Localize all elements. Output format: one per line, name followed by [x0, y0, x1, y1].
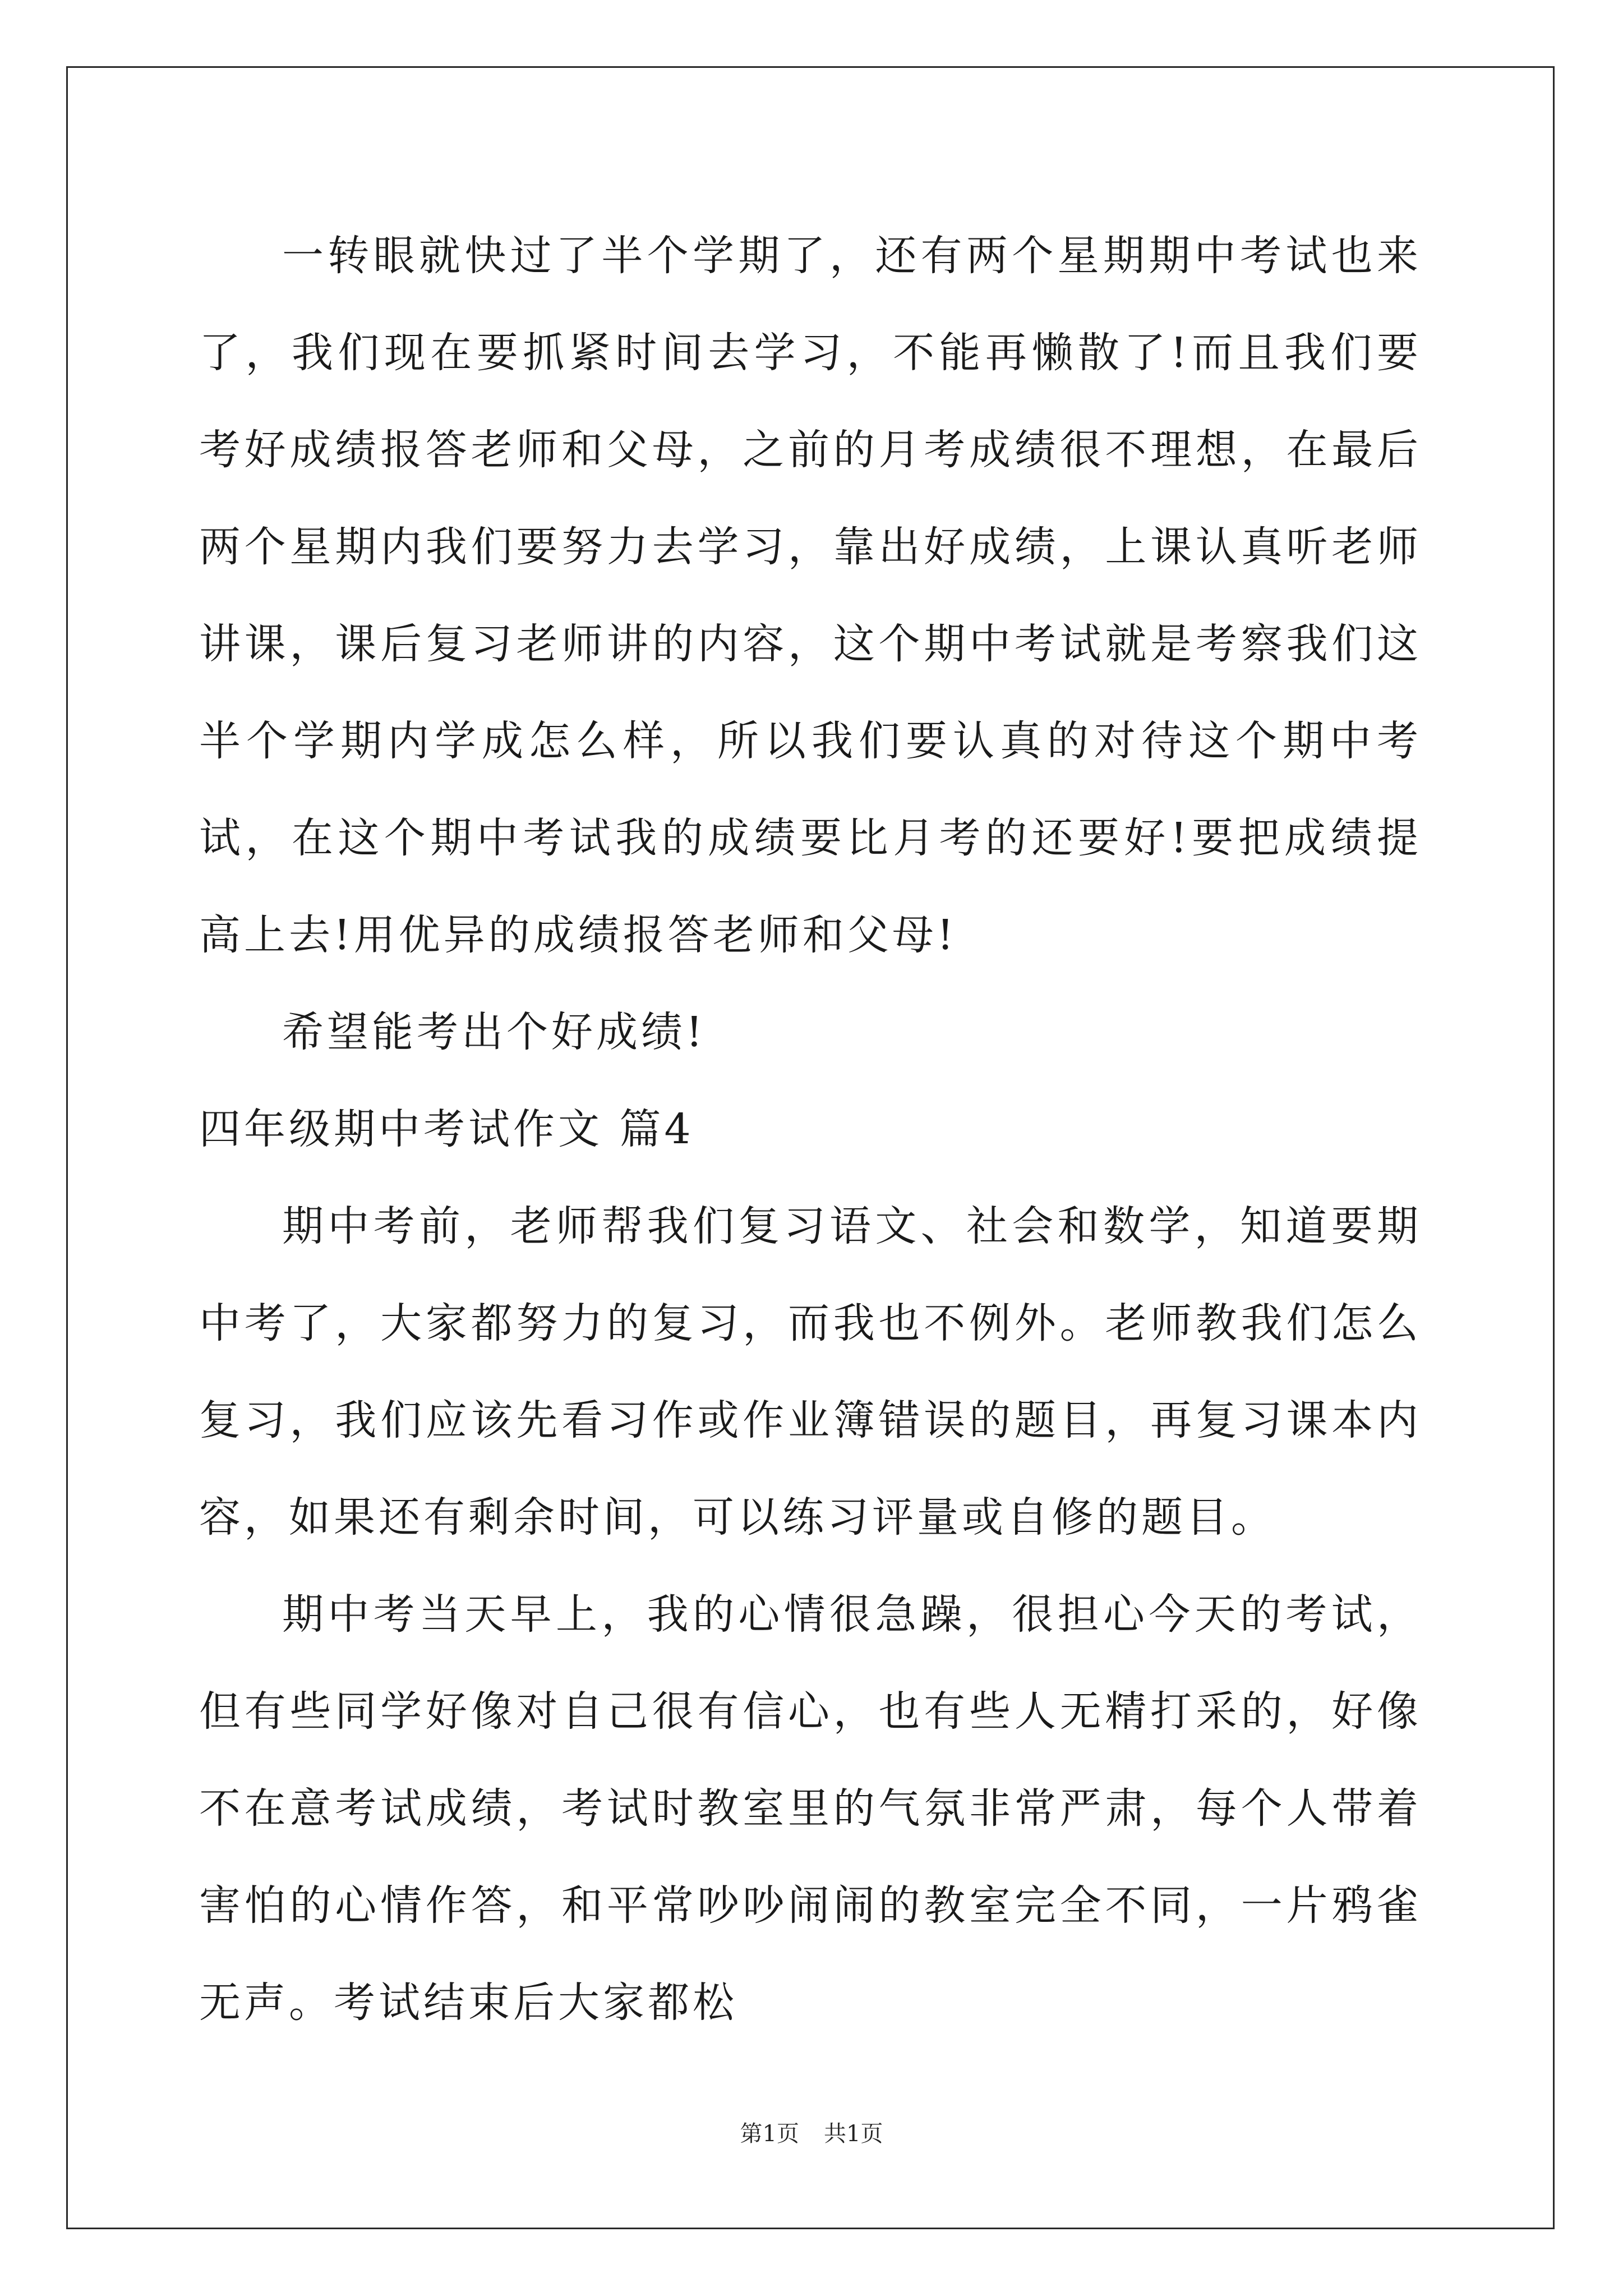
page-number: 第1页 — [740, 2121, 799, 2147]
page-total: 共1页 — [824, 2121, 883, 2147]
page-footer — [0, 2116, 1623, 2148]
section-heading: 四年级期中考试作文 篇4 — [199, 1105, 694, 1153]
paragraph-3: 期中考前，老师帮我们复习语文、社会和数学，知道要期中考了，大家都努力的复习，而我也不例外。老师教我们怎么复习，我们应该先看习作或作业簿错误的题目，再复习课本内容，如果还有剩余时间，可以练习评量或自修的题目。 — [199, 1202, 1422, 1542]
document-body — [199, 208, 1422, 2051]
paragraph-4: 期中考当天早上，我的心情很急躁，很担心今天的考试，但有些同学好像对自己很有信心，也有些人无精打采的，好像不在意考试成绩，考试时教室里的气氛非常严肃，每个人带着害怕的心情作答，和平常吵吵闹闹的教室完全不同，一片鸦雀无声。考试结束后大家都松 — [199, 1590, 1422, 2027]
paragraph-1: 一转眼就快过了半个学期了，还有两个星期期中考试也来了，我们现在要抓紧时间去学习，不能再懒散了!而且我们要考好成绩报答老师和父母，之前的月考成绩很不理想，在最后两个星期内我们要努力去学习，靠出好成绩，上课认真听老师讲课，课后复习老师讲的内容，这个期中考试就是考察我们这半个学期内学成怎么样，所以我们要认真的对待这个期中考试，在这个期中考试我的成绩要比月考的还要好!要把成绩提高上去!用优异的成绩报答老师和父母! — [199, 232, 1422, 959]
paragraph-2: 希望能考出个好成绩! — [282, 1008, 706, 1056]
